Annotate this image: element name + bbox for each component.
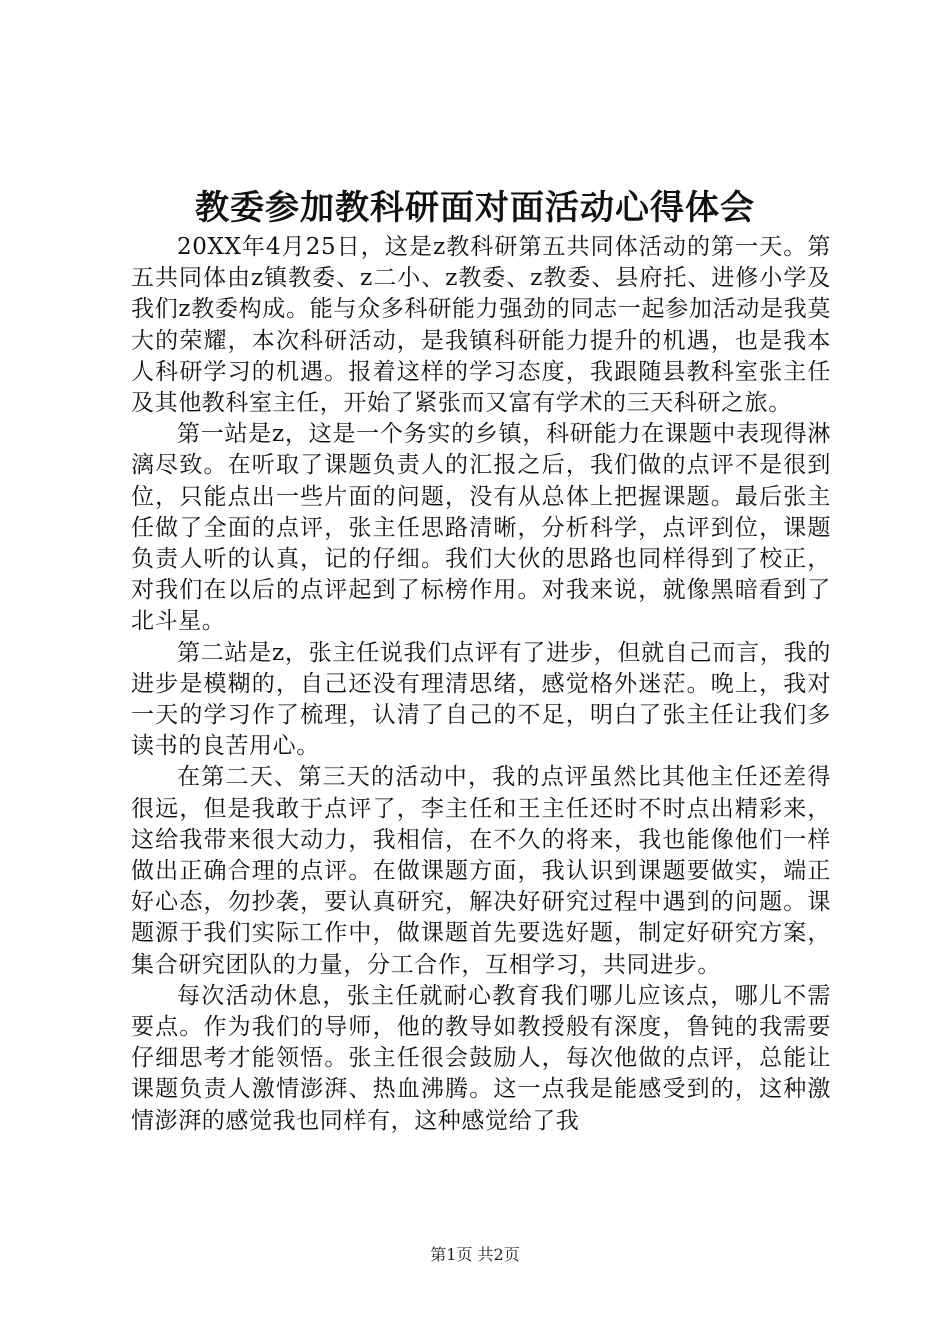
- paragraph-1: 20XX年4月25日，这是z教科研第五共同体活动的第一天。第五共同体由z镇教委、z二小、z教委、z教委、县府托、进修小学及我们z教委构成。能与众多科研能力强劲的同志一起参加活动是我莫大的荣耀，本次科研活动，是我镇科研能力提升的机遇，也是我本人科研学习的机遇。报着这样的学习态度，我跟随县教科室张主任及其他教科室主任，开始了紧张而又富有学术的三天科研之旅。: [131, 234, 831, 417]
- document-body: [131, 232, 831, 1137]
- document-title: 教委参加教科研面对面活动心得体会: [195, 188, 755, 228]
- paragraph-5: 每次活动休息，张主任就耐心教育我们哪儿应该点，哪儿不需要点。作为我们的导师，他的教导如教授般有深度，鲁钝的我需要仔细思考才能领悟。张主任很会鼓励人，每次他做的点评，总能让课题负责人激情澎湃、热血沸腾。这一点我是能感受到的，这种激情澎湃的感觉我也同样有，这种感觉给了我: [131, 982, 831, 1134]
- paragraph-4: 在第二天、第三天的活动中，我的点评虽然比其他主任还差得很远，但是我敢于点评了，李主任和王主任还时不时点出精彩来，这给我带来很大动力，我相信，在不久的将来，我也能像他们一样做出正确合理的点评。在做课题方面，我认识到课题要做实，端正好心态，勿抄袭，要认真研究，解决好研究过程中遇到的问题。课题源于我们实际工作中，做课题首先要选好题，制定好研究方案，集合研究团队的力量，分工合作，互相学习，共同进步。: [131, 764, 831, 978]
- paragraph-2: 第一站是z，这是一个务实的乡镇，科研能力在课题中表现得淋漓尽致。在听取了课题负责人的汇报之后，我们做的点评不是很到位，只能点出一些片面的问题，没有从总体上把握课题。最后张主任做了全面的点评，张主任思路清晰，分析科学，点评到位，课题负责人听的认真，记的仔细。我们大伙的思路也同样得到了校正，对我们在以后的点评起到了标榜作用。对我来说，就像黑暗看到了北斗星。: [131, 421, 831, 635]
- paragraph-3: 第二站是z，张主任说我们点评有了进步，但就自己而言，我的进步是模糊的，自己还没有理清思绪，感觉格外迷茫。晚上，我对一天的学习作了梳理，认清了自己的不足，明白了张主任让我们多读书的良苦用心。: [131, 639, 831, 760]
- page-number-footer: 第1页 共2页: [430, 1245, 520, 1264]
